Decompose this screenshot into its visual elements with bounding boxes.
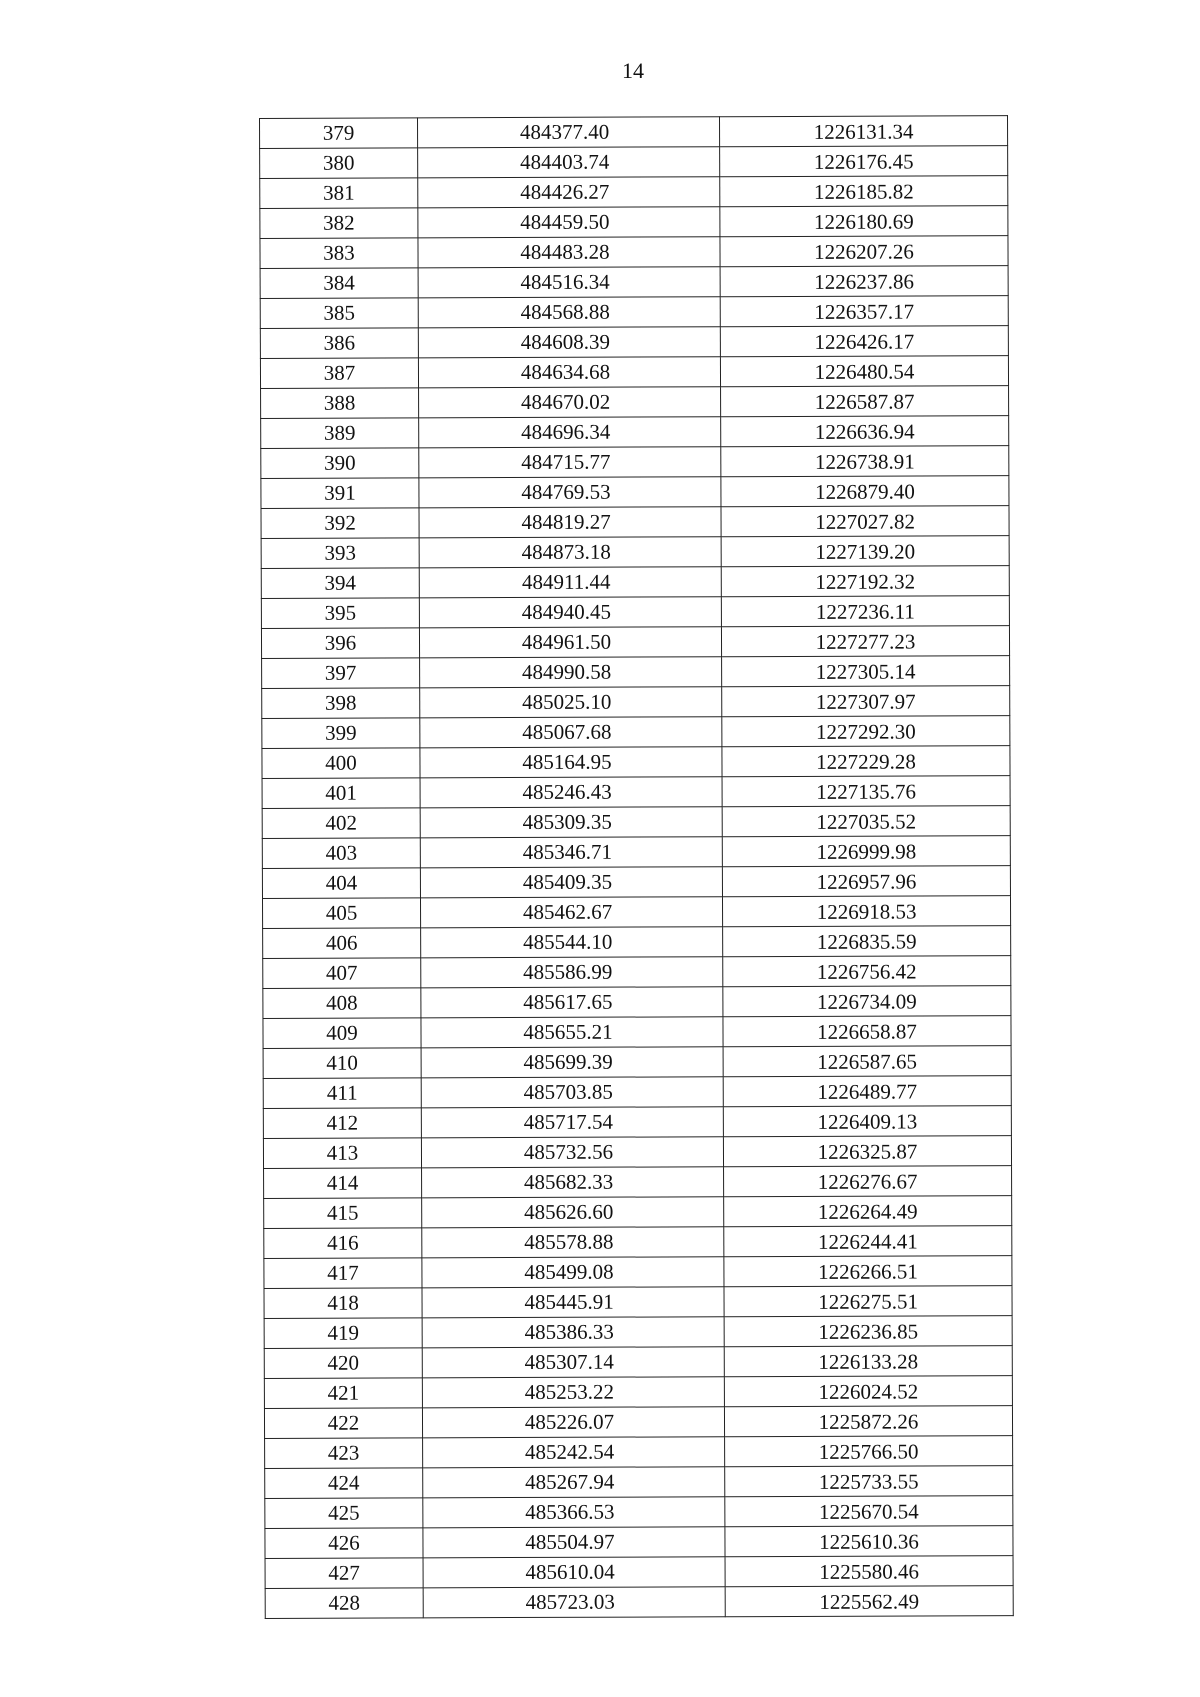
point-number-cell: 382: [260, 208, 418, 239]
point-number-cell: 411: [263, 1078, 421, 1109]
x-coordinate-cell: 485246.43: [420, 777, 722, 808]
table-row: [264, 1286, 1012, 1319]
x-coordinate-cell: 484961.50: [419, 627, 721, 658]
x-coordinate-cell: 484819.27: [419, 507, 721, 538]
x-coordinate-cell: 485499.08: [422, 1257, 724, 1288]
y-coordinate-cell: 1227192.32: [721, 566, 1009, 597]
table-row: [263, 1136, 1011, 1169]
table-row: [265, 1526, 1013, 1559]
y-coordinate-cell: 1227292.30: [722, 716, 1010, 747]
table-row: [261, 596, 1009, 629]
y-coordinate-cell: 1226636.94: [721, 416, 1009, 447]
table-row: [263, 1106, 1011, 1139]
x-coordinate-cell: 485386.33: [422, 1317, 724, 1348]
table-row: [260, 356, 1008, 389]
table-row: [265, 1496, 1013, 1529]
point-number-cell: 424: [265, 1468, 423, 1499]
x-coordinate-cell: 485462.67: [420, 897, 722, 928]
x-coordinate-cell: 485578.88: [422, 1227, 724, 1258]
point-number-cell: 398: [262, 688, 420, 719]
table-row: [264, 1166, 1012, 1199]
x-coordinate-cell: 484715.77: [419, 447, 721, 478]
y-coordinate-cell: 1225670.54: [725, 1496, 1013, 1527]
x-coordinate-cell: 485717.54: [421, 1107, 723, 1138]
point-number-cell: 425: [265, 1498, 423, 1529]
point-number-cell: 419: [264, 1318, 422, 1349]
y-coordinate-cell: 1227236.11: [721, 596, 1009, 627]
x-coordinate-cell: 485610.04: [423, 1557, 725, 1588]
x-coordinate-cell: 484608.39: [418, 327, 720, 358]
point-number-cell: 387: [260, 358, 418, 389]
point-number-cell: 397: [262, 658, 420, 689]
table-row: [261, 446, 1009, 479]
coordinates-table-body: [260, 116, 1014, 1619]
x-coordinate-cell: 485025.10: [420, 687, 722, 718]
table-row: [260, 116, 1008, 149]
y-coordinate-cell: 1226236.85: [724, 1316, 1012, 1347]
x-coordinate-cell: 485723.03: [423, 1587, 725, 1618]
x-coordinate-cell: 485242.54: [423, 1437, 725, 1468]
y-coordinate-cell: 1226835.59: [723, 926, 1011, 957]
x-coordinate-cell: 484459.50: [418, 207, 720, 238]
table-row: [260, 236, 1008, 269]
point-number-cell: 403: [262, 838, 420, 869]
point-number-cell: 391: [261, 478, 419, 509]
point-number-cell: 415: [264, 1198, 422, 1229]
point-number-cell: 409: [263, 1018, 421, 1049]
table-row: [262, 836, 1010, 869]
point-number-cell: 423: [265, 1438, 423, 1469]
y-coordinate-cell: 1225562.49: [725, 1586, 1013, 1617]
x-coordinate-cell: 485617.65: [421, 987, 723, 1018]
x-coordinate-cell: 485366.53: [423, 1497, 725, 1528]
point-number-cell: 394: [261, 568, 419, 599]
y-coordinate-cell: 1226131.34: [719, 116, 1007, 147]
point-number-cell: 404: [262, 868, 420, 899]
point-number-cell: 426: [265, 1528, 423, 1559]
table-row: [260, 146, 1008, 179]
y-coordinate-cell: 1226879.40: [721, 476, 1009, 507]
table-row: [265, 1466, 1013, 1499]
table-row: [265, 1586, 1013, 1619]
x-coordinate-cell: 485253.22: [422, 1377, 724, 1408]
table-row: [263, 956, 1011, 989]
x-coordinate-cell: 485544.10: [421, 927, 723, 958]
y-coordinate-cell: 1227307.97: [722, 686, 1010, 717]
table-row: [262, 746, 1010, 779]
y-coordinate-cell: 1226276.67: [724, 1166, 1012, 1197]
x-coordinate-cell: 485699.39: [421, 1047, 723, 1078]
y-coordinate-cell: 1226357.17: [720, 296, 1008, 327]
table-row: [264, 1376, 1012, 1409]
y-coordinate-cell: 1225872.26: [724, 1406, 1012, 1437]
y-coordinate-cell: 1226176.45: [720, 146, 1008, 177]
table-row: [264, 1316, 1012, 1349]
coordinates-table: [259, 115, 1014, 1619]
point-number-cell: 390: [261, 448, 419, 479]
y-coordinate-cell: 1226756.42: [723, 956, 1011, 987]
point-number-cell: 422: [264, 1408, 422, 1439]
point-number-cell: 401: [262, 778, 420, 809]
table-row: [263, 1076, 1011, 1109]
point-number-cell: 400: [262, 748, 420, 779]
y-coordinate-cell: 1225766.50: [725, 1436, 1013, 1467]
table-row: [263, 986, 1011, 1019]
x-coordinate-cell: 485626.60: [422, 1197, 724, 1228]
point-number-cell: 418: [264, 1288, 422, 1319]
point-number-cell: 380: [260, 148, 418, 179]
y-coordinate-cell: 1226180.69: [720, 206, 1008, 237]
point-number-cell: 406: [263, 928, 421, 959]
point-number-cell: 393: [261, 538, 419, 569]
y-coordinate-cell: 1227277.23: [721, 626, 1009, 657]
y-coordinate-cell: 1226738.91: [721, 446, 1009, 477]
point-number-cell: 421: [264, 1378, 422, 1409]
y-coordinate-cell: 1226587.87: [721, 386, 1009, 417]
y-coordinate-cell: 1226133.28: [724, 1346, 1012, 1377]
x-coordinate-cell: 485445.91: [422, 1287, 724, 1318]
x-coordinate-cell: 485307.14: [422, 1347, 724, 1378]
x-coordinate-cell: 484940.45: [419, 597, 721, 628]
y-coordinate-cell: 1227229.28: [722, 746, 1010, 777]
y-coordinate-cell: 1225580.46: [725, 1556, 1013, 1587]
y-coordinate-cell: 1226266.51: [724, 1256, 1012, 1287]
y-coordinate-cell: 1226587.65: [723, 1046, 1011, 1077]
table-row: [262, 656, 1010, 689]
x-coordinate-cell: 485164.95: [420, 747, 722, 778]
y-coordinate-cell: 1226426.17: [720, 326, 1008, 357]
table-row: [261, 566, 1009, 599]
x-coordinate-cell: 485682.33: [422, 1167, 724, 1198]
point-number-cell: 396: [261, 628, 419, 659]
x-coordinate-cell: 484403.74: [418, 147, 720, 178]
point-number-cell: 402: [262, 808, 420, 839]
x-coordinate-cell: 484670.02: [419, 387, 721, 418]
table-row: [263, 1016, 1011, 1049]
x-coordinate-cell: 484426.27: [418, 177, 720, 208]
table-row: [261, 386, 1009, 419]
y-coordinate-cell: 1226489.77: [723, 1076, 1011, 1107]
table-row: [262, 866, 1010, 899]
x-coordinate-cell: 485703.85: [421, 1077, 723, 1108]
x-coordinate-cell: 484483.28: [418, 237, 720, 268]
point-number-cell: 386: [260, 328, 418, 359]
y-coordinate-cell: 1226480.54: [720, 356, 1008, 387]
point-number-cell: 399: [262, 718, 420, 749]
x-coordinate-cell: 484634.68: [418, 357, 720, 388]
table-row: [260, 206, 1008, 239]
table-row: [260, 296, 1008, 329]
x-coordinate-cell: 485655.21: [421, 1017, 723, 1048]
y-coordinate-cell: 1226325.87: [723, 1136, 1011, 1167]
y-coordinate-cell: 1226275.51: [724, 1286, 1012, 1317]
table-row: [263, 926, 1011, 959]
point-number-cell: 395: [261, 598, 419, 629]
point-number-cell: 392: [261, 508, 419, 539]
table-row: [263, 1046, 1011, 1079]
table-row: [262, 716, 1010, 749]
y-coordinate-cell: 1226999.98: [722, 836, 1010, 867]
page-number: 14: [622, 58, 644, 83]
x-coordinate-cell: 484696.34: [419, 417, 721, 448]
table-row: [261, 536, 1009, 569]
x-coordinate-cell: 485732.56: [421, 1137, 723, 1168]
table-row: [264, 1196, 1012, 1229]
y-coordinate-cell: 1226957.96: [722, 866, 1010, 897]
x-coordinate-cell: 485067.68: [420, 717, 722, 748]
y-coordinate-cell: 1226207.26: [720, 236, 1008, 267]
y-coordinate-cell: 1226024.52: [724, 1376, 1012, 1407]
table-row: [261, 476, 1009, 509]
y-coordinate-cell: 1227035.52: [722, 806, 1010, 837]
y-coordinate-cell: 1226244.41: [724, 1226, 1012, 1257]
table-row: [260, 326, 1008, 359]
table-row: [261, 506, 1009, 539]
x-coordinate-cell: 485586.99: [421, 957, 723, 988]
table-row: [264, 1256, 1012, 1289]
table-row: [262, 776, 1010, 809]
point-number-cell: 408: [263, 988, 421, 1019]
table-row: [262, 896, 1010, 929]
table-row: [262, 806, 1010, 839]
point-number-cell: 414: [264, 1168, 422, 1199]
x-coordinate-cell: 485267.94: [423, 1467, 725, 1498]
table-row: [260, 176, 1008, 209]
x-coordinate-cell: 484516.34: [418, 267, 720, 298]
x-coordinate-cell: 484568.88: [418, 297, 720, 328]
y-coordinate-cell: 1226918.53: [722, 896, 1010, 927]
table-row: [265, 1556, 1013, 1589]
point-number-cell: 379: [260, 118, 418, 149]
y-coordinate-cell: 1227305.14: [722, 656, 1010, 687]
x-coordinate-cell: 485346.71: [420, 837, 722, 868]
x-coordinate-cell: 485309.35: [420, 807, 722, 838]
table-row: [264, 1346, 1012, 1379]
y-coordinate-cell: 1226658.87: [723, 1016, 1011, 1047]
point-number-cell: 412: [263, 1108, 421, 1139]
point-number-cell: 428: [265, 1588, 423, 1619]
y-coordinate-cell: 1226734.09: [723, 986, 1011, 1017]
point-number-cell: 383: [260, 238, 418, 269]
point-number-cell: 410: [263, 1048, 421, 1079]
table-row: [264, 1226, 1012, 1259]
point-number-cell: 381: [260, 178, 418, 209]
table-row: [265, 1436, 1013, 1469]
point-number-cell: 384: [260, 268, 418, 299]
x-coordinate-cell: 484769.53: [419, 477, 721, 508]
y-coordinate-cell: 1226185.82: [720, 176, 1008, 207]
point-number-cell: 427: [265, 1558, 423, 1589]
x-coordinate-cell: 485504.97: [423, 1527, 725, 1558]
point-number-cell: 389: [261, 418, 419, 449]
point-number-cell: 416: [264, 1228, 422, 1259]
point-number-cell: 407: [263, 958, 421, 989]
y-coordinate-cell: 1226264.49: [724, 1196, 1012, 1227]
x-coordinate-cell: 484873.18: [419, 537, 721, 568]
y-coordinate-cell: 1227027.82: [721, 506, 1009, 537]
table-row: [264, 1406, 1012, 1439]
x-coordinate-cell: 485409.35: [420, 867, 722, 898]
y-coordinate-cell: 1226237.86: [720, 266, 1008, 297]
table-row: [260, 266, 1008, 299]
y-coordinate-cell: 1226409.13: [723, 1106, 1011, 1137]
y-coordinate-cell: 1227139.20: [721, 536, 1009, 567]
point-number-cell: 417: [264, 1258, 422, 1289]
point-number-cell: 405: [262, 898, 420, 929]
y-coordinate-cell: 1227135.76: [722, 776, 1010, 807]
y-coordinate-cell: 1225733.55: [725, 1466, 1013, 1497]
table-row: [261, 416, 1009, 449]
table-row: [261, 626, 1009, 659]
x-coordinate-cell: 484377.40: [418, 117, 720, 148]
point-number-cell: 388: [261, 388, 419, 419]
x-coordinate-cell: 485226.07: [422, 1407, 724, 1438]
point-number-cell: 413: [263, 1138, 421, 1169]
y-coordinate-cell: 1225610.36: [725, 1526, 1013, 1557]
x-coordinate-cell: 484911.44: [419, 567, 721, 598]
point-number-cell: 385: [260, 298, 418, 329]
point-number-cell: 420: [264, 1348, 422, 1379]
table-row: [262, 686, 1010, 719]
x-coordinate-cell: 484990.58: [420, 657, 722, 688]
